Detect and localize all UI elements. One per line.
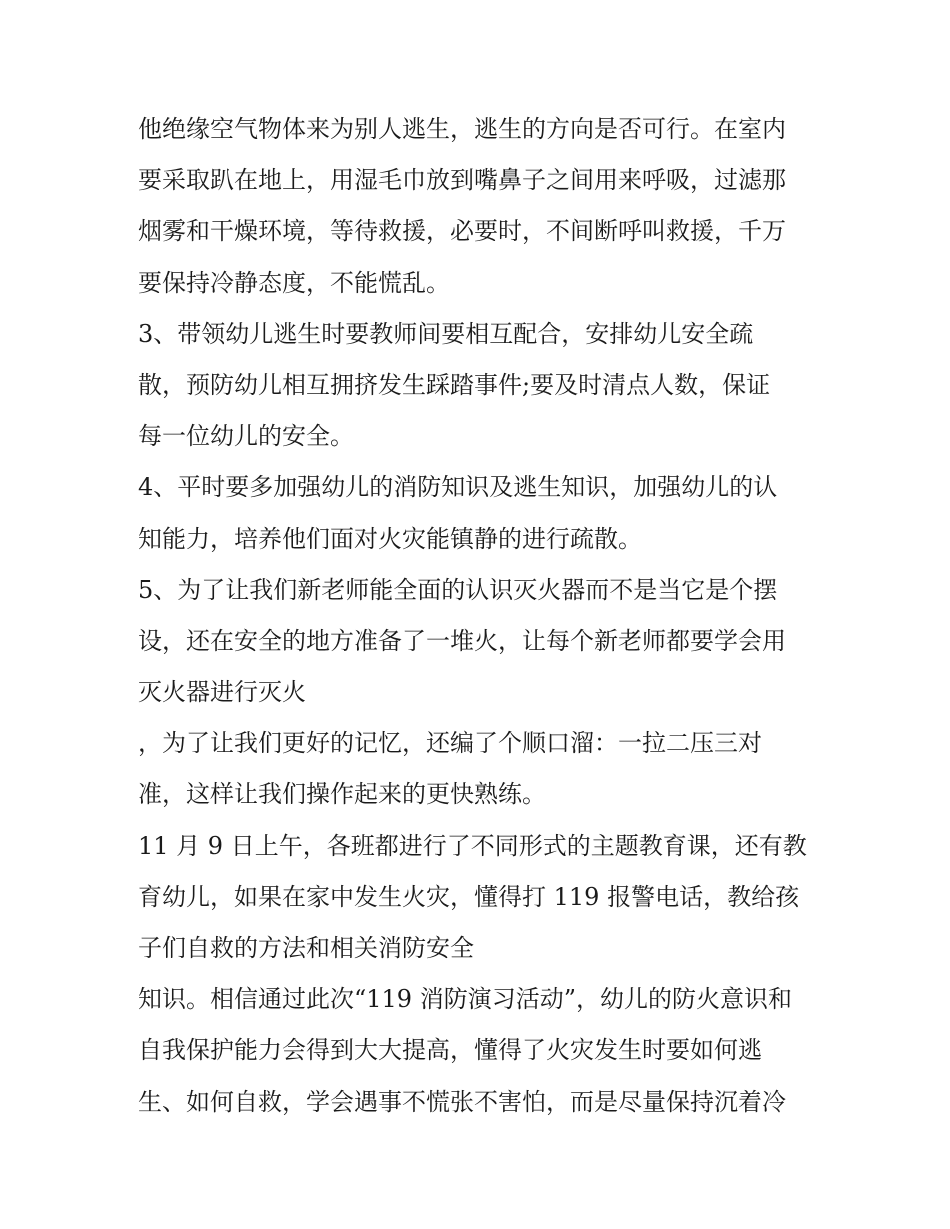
text-line: 每一位幼儿的安全。 [138, 422, 354, 451]
text-line: 11 月 9 日上午，各班都进行了不同形式的主题教育课，还有教 [138, 831, 807, 860]
text-line: 知能力，培养他们面对火灾能镇静的进行疏散。 [138, 524, 642, 553]
document-body [138, 104, 828, 1128]
text-line: ，为了让我们更好的记忆，还编了个顺口溜：一拉二压三对 [138, 729, 762, 758]
text-line: 他绝缘空气物体来为别人逃生，逃生的方向是否可行。在室内 [138, 115, 786, 143]
text-line: 散，预防幼儿相互拥挤发生踩踏事件;要及时清点人数，保证 [138, 370, 771, 399]
text-line: 灭火器进行灭火 [138, 678, 306, 707]
text-line: 要保持冷静态度，不能慌乱。 [138, 268, 450, 297]
text-line: 烟雾和干燥环境，等待救援，必要时，不间断呼叫救援，千万 [138, 217, 786, 246]
text-line: 育幼儿，如果在家中发生火灾，懂得打 119 报警电话，教给孩 [138, 882, 800, 911]
text-line: 要采取趴在地上，用湿毛巾放到嘴鼻子之间用来呼吸，过滤那 [138, 166, 786, 195]
text-line: 准，这样让我们操作起来的更快熟练。 [138, 780, 546, 809]
text-line: 生、如何自救，学会遇事不慌张不害怕，而是尽量保持沉着冷 [138, 1087, 786, 1116]
text-line: 设，还在安全的地方准备了一堆火，让每个新老师都要学会用 [138, 626, 786, 655]
text-line: 3、带领幼儿逃生时要教师间要相互配合，安排幼儿安全疏 [138, 319, 754, 348]
text-line: 自我保护能力会得到大大提高，懂得了火灾发生时要如何逃 [138, 1036, 762, 1065]
text-line: 子们自救的方法和相关消防安全 [138, 934, 474, 962]
text-line: 5、为了让我们新老师能全面的认识灭火器而不是当它是个摆 [138, 575, 778, 604]
text-line: 4、平时要多加强幼儿的消防知识及逃生知识，加强幼儿的认 [138, 473, 778, 502]
text-line: 知识。相信通过此次“119 消防演习活动”，幼儿的防火意识和 [138, 985, 792, 1014]
